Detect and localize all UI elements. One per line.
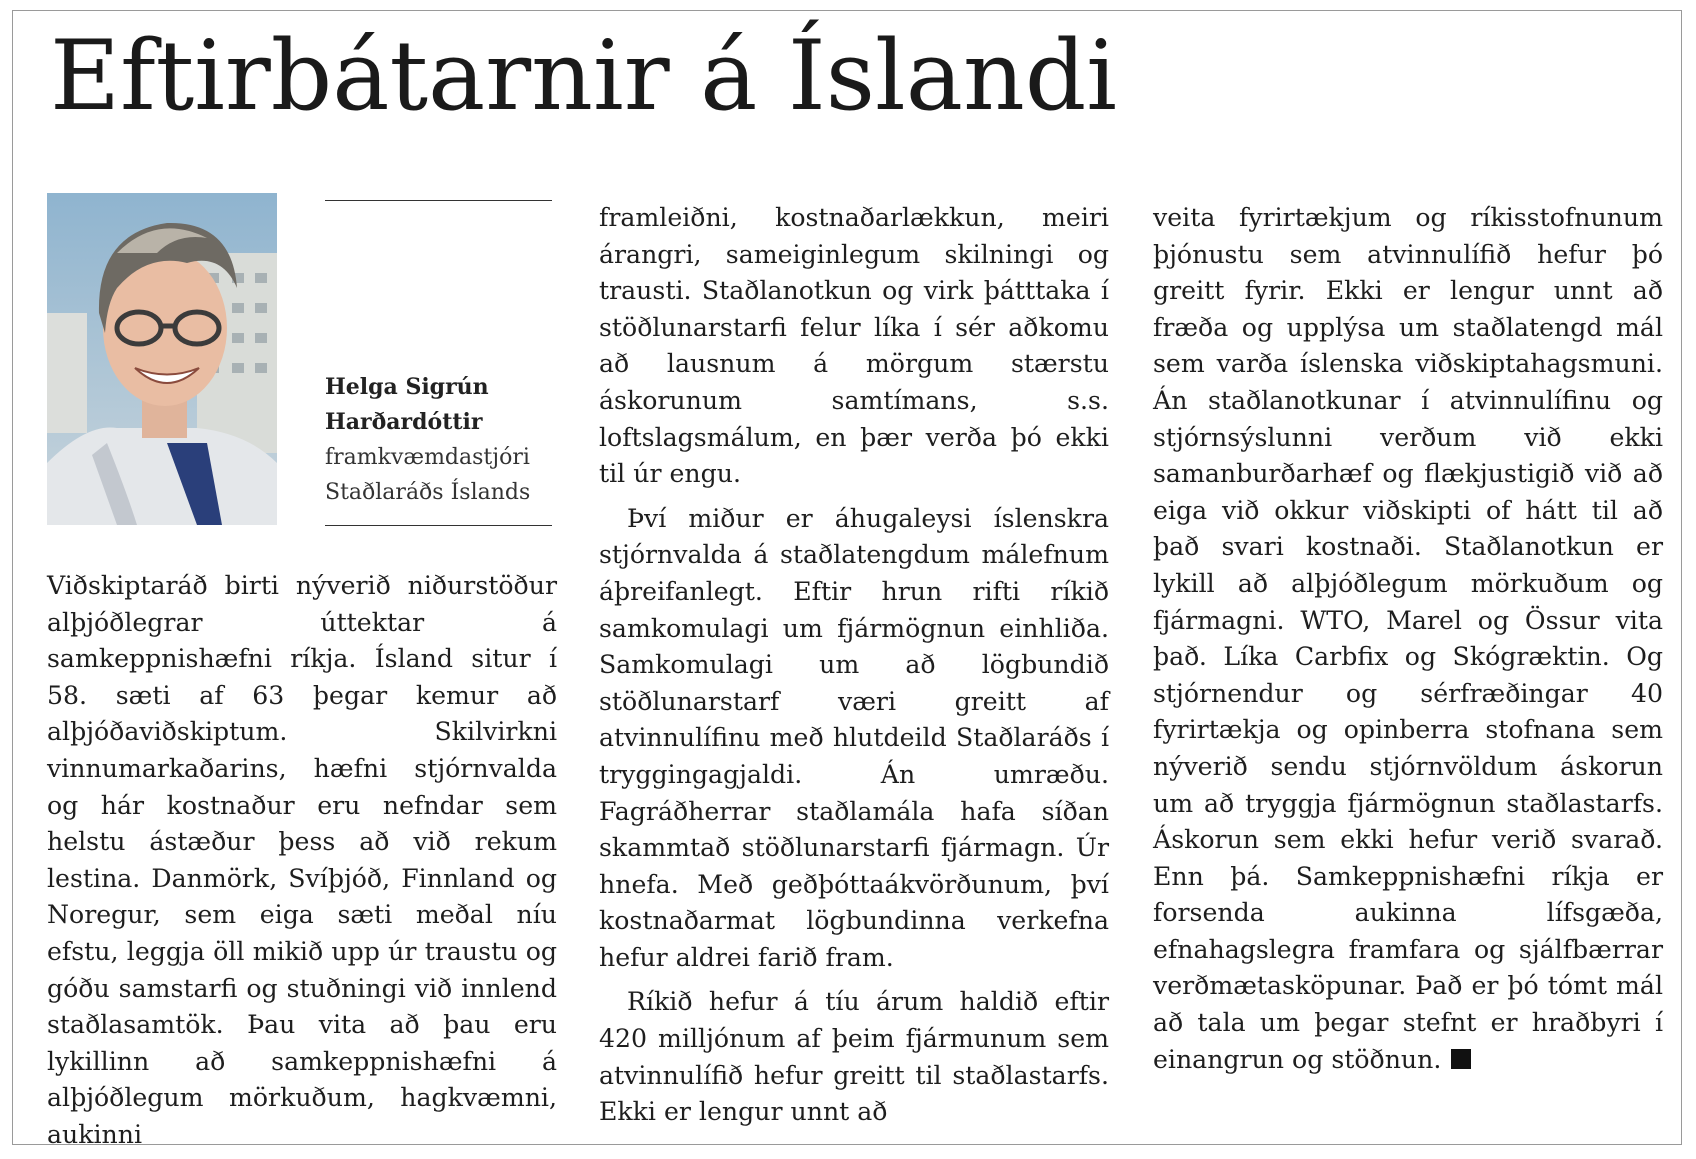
byline-rule-top [325, 200, 552, 201]
author-photo [47, 193, 277, 525]
author-name-line2: Harðardóttir [325, 409, 483, 435]
author-role-line2: Staðlaráðs Íslands [325, 480, 531, 505]
author-role-line1: framkvæmdastjóri [325, 445, 530, 470]
paragraph [1153, 200, 1663, 1078]
paragraph: Ríkið hefur á tíu árum haldið eftir 420 milljónum af þeim fjármunum sem atvinnulífið hefur greitt til staðlastarfs. Ekki er lengur unnt að [599, 987, 1109, 1127]
byline [325, 370, 560, 510]
paragraph: framleiðni, kostnaðarlækkun, meiri árangri, sameiginlegum skilningi og trausti. Staðlanotkun og virk þátttaka í stöðlunarstarfi felur líka í sér aðkomu að lausnum á mörgum stærstu áskorunum samtímans, s.s. loftslagsmálum, en þær verða þó ekki til úr engu. [599, 203, 1109, 489]
paragraph: Viðskiptaráð birti nýverið niðurstöður alþjóðlegrar úttektar á samkeppnishæfni ríkja. Ísland situr í 58. sæti af 63 þegar kemur að alþjóðaviðskiptum. Skilvirkni vinnumarkaðarins, hæfni stjórnvalda og hár kostnaður eru nefndar sem helstu ástæður þess að við rekum lestina. Danmörk, Svíþjóð, Finnland og Noregur, sem eiga sæti meðal níu efstu, leggja öll mikið upp úr traustu og góðu samstarfi og stuðningi við innlend staðlasamtök. Þau vita að þau eru lykillinn að samkeppnishæfni á alþjóðlegum mörkuðum, hagkvæmni, aukinni [47, 571, 557, 1149]
text-column-1 [47, 568, 557, 1154]
text-column-2 [599, 200, 1109, 1131]
author-name-line1: Helga Sigrún [325, 374, 489, 400]
end-mark-icon [1451, 1049, 1471, 1069]
paragraph: Því miður er áhugaleysi íslenskra stjórnvalda á staðlatengdum málefnum áþreifanlegt. Eftir hrun rifti ríkið samkomulagi um fjármögnun einhliða. Samkomulagi um að lögbundið stöðlunarstarf væri greitt af atvinnulífinu með hlutdeild Staðlaráðs í tryggingagjaldi. Án umræðu. Fagráðherrar staðlamála hafa síðan skammtað stöðlunarstarfi fjármagn. Úr hnefa. Með geðþóttaákvörðunum, því kostnaðarmat lögbundinna verkefna hefur aldrei farið fram. [599, 503, 1109, 972]
article-title: Eftirbátarnir á Íslandi [50, 20, 1117, 132]
paragraph-text: veita fyrirtækjum og ríkisstofnunum þjónustu sem atvinnulífið hefur þó greitt fyrir. Ekki er lengur unnt að fræða og upplýsa um staðlatengd mál sem varða íslenska viðskiptahagsmuni. Án staðlanotkunar í atvinnulífinu og stjórnsýslunni verðum við ekki samanburðarhæf og flækjustigið við að eiga við okkur viðskipti of hátt til að það svari kostnaði. Staðlanotkun er lykill að alþjóðlegum mörkuðum og fjármagni. WTO, Marel og Össur vita það. Líka Carbfix og Skógræktin. Og stjórnendur og sérfræðingar 40 fyrirtækja og opinberra stofnana sem nýverið sendu stjórnvöldum áskorun um að tryggja fjármögnun staðlastarfs. Áskorun sem ekki hefur verið svarað. Enn þá. Samkeppnishæfni ríkja er forsenda aukinna lífsgæða, efnahagslegra framfara og sjálfbærrar verðmætasköpunar. Það er þó tómt mál að tala um þegar stefnt er hraðbyri í einangrun og stöðnun. [1153, 203, 1663, 1074]
byline-rule-bottom [325, 525, 552, 526]
text-column-3 [1153, 200, 1663, 1078]
